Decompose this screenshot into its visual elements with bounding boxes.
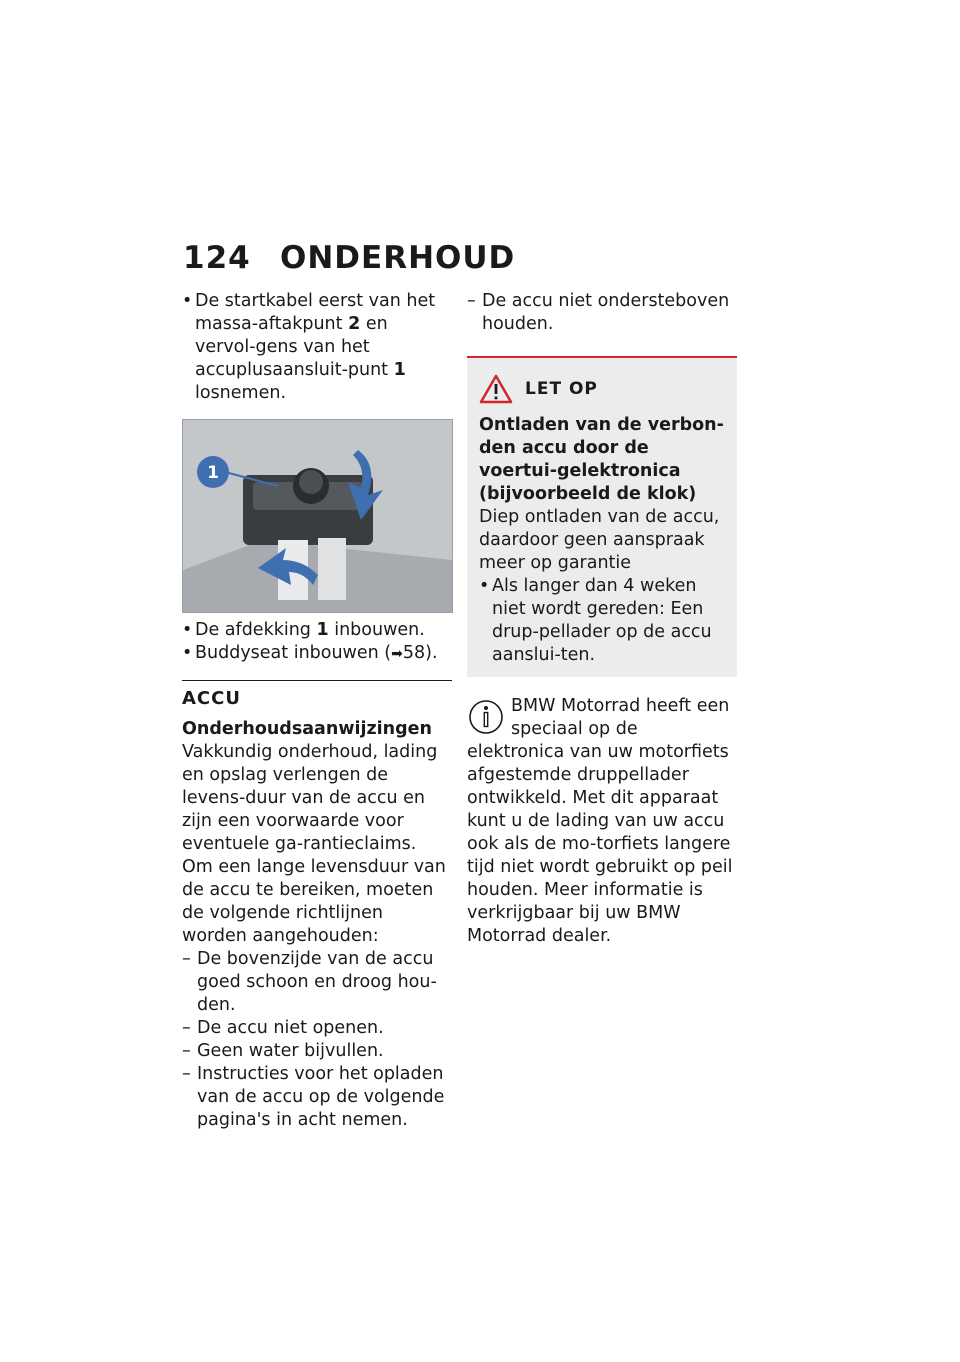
page-reference[interactable]: 58 [402, 643, 426, 663]
bullet-item: • Buddyseat inbouwen (➡58). [182, 643, 438, 663]
bullet-item: • De afdekking 1 inbouwen. [182, 620, 425, 640]
info-note [467, 695, 737, 948]
bullet-item: • Als langer dan 4 weken niet wordt gereden: Een drup-pellader op de accu aanslui-ten. [479, 576, 712, 665]
dash-item: – Instructies voor het opladen van de accu op de volgende pagina's in acht nemen. [182, 1064, 445, 1130]
subsection-title: Onderhoudsaanwijzingen [182, 719, 432, 739]
paragraph: Om een lange levensduur van de accu te bereiken, moeten de volgende richtlijnen worden aangehouden: [182, 857, 446, 946]
warning-box [467, 356, 737, 677]
warning-header [479, 374, 725, 404]
page-reference-arrow-icon: ➡ [391, 646, 403, 662]
dash-item: – De accu niet ondersteboven houden. [467, 291, 730, 334]
battery-terminal-illustration [183, 420, 452, 612]
section-divider [182, 680, 452, 681]
paragraph: Vakkundig onderhoud, lading en opslag verlengen de levens-duur van de accu en zijn een voorwaarde voor eventuele ga-rantieclaims. [182, 742, 438, 854]
dash-item: – De bovenzijde van de accu goed schoon en droog hou-den. [182, 949, 437, 1015]
info-text: BMW Motorrad heeft een speciaal op de elektronica van uw motorfiets afgestemde druppellader ontwikkeld. Met dit apparaat kunt u de lading van uw accu ook als de mo-torfiets langere tijd niet wordt gebruikt op peil houden. Meer informatie is verkrijgbaar bij uw BMW Motorrad dealer. [467, 696, 733, 946]
dash-item: – De accu niet openen. [182, 1018, 384, 1038]
bullet-dot-icon: • [479, 576, 490, 596]
left-column [182, 290, 452, 1132]
section-title: ACCU [182, 688, 241, 709]
right-column [467, 290, 737, 948]
bullet-dot-icon: • [182, 620, 193, 640]
photo-callout-label: 1 [207, 463, 219, 483]
warning-label: LET OP [525, 378, 598, 399]
info-icon [467, 697, 505, 737]
bullet-item: • De startkabel eerst van het massa-aftakpunt 2 en vervol-gens van het accuplusaansluit-punt 1 losnemen. [182, 291, 436, 403]
warning-triangle-icon [479, 374, 513, 404]
battery-terminal-photo [182, 419, 453, 613]
warning-title: Ontladen van de verbon-den accu door de voertui-gelektronica (bijvoorbeeld de klok) [479, 415, 724, 504]
warning-body: Diep ontladen van de accu, daardoor geen aanspraak meer op garantie [479, 507, 720, 573]
dash-item: – Geen water bijvullen. [182, 1041, 384, 1061]
bullet-dot-icon: • [182, 291, 193, 311]
bullet-dot-icon: • [182, 643, 193, 663]
chapter-title: ONDERHOUD [280, 240, 516, 276]
page-number: 124 [183, 240, 251, 276]
